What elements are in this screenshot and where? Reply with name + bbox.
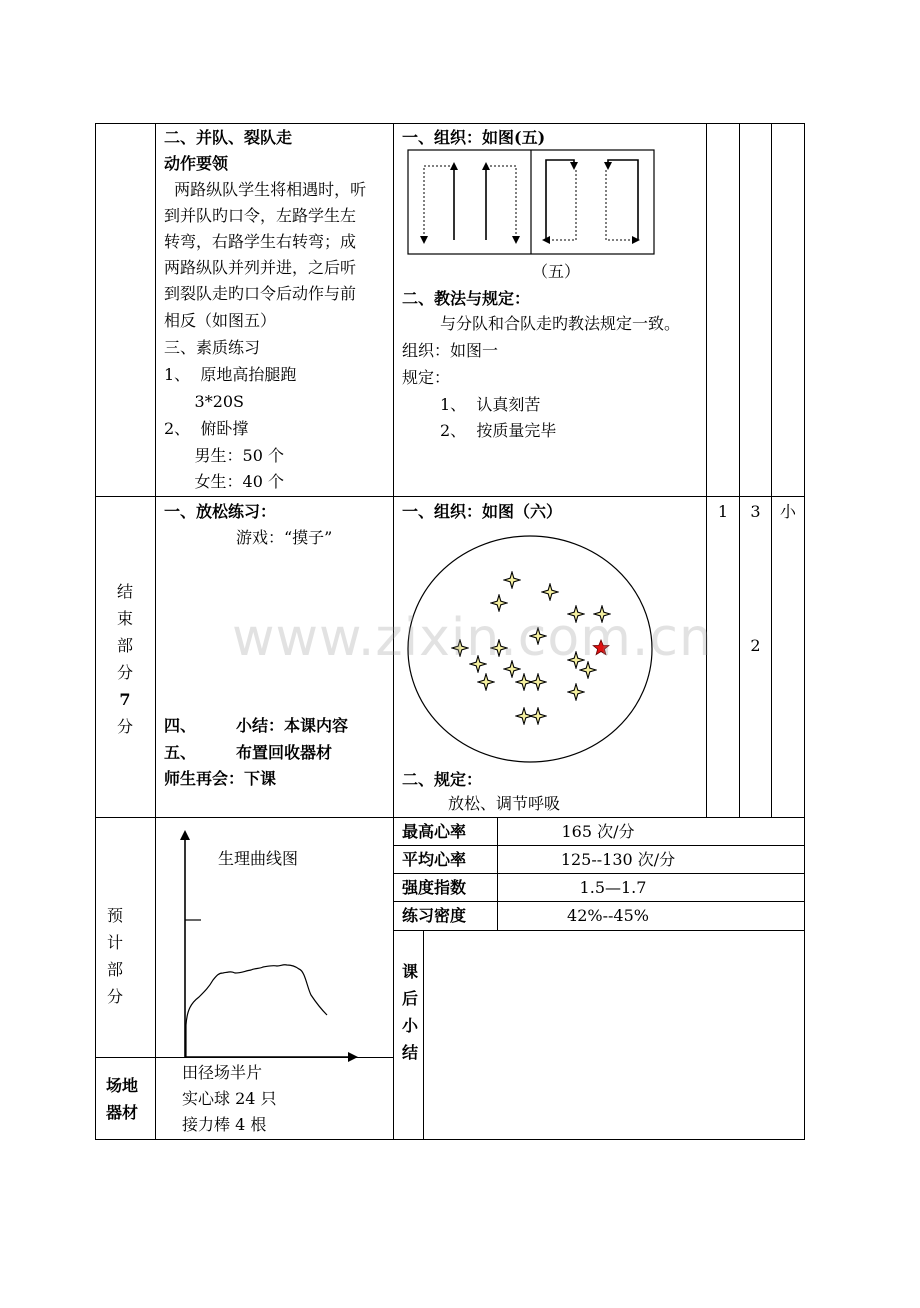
label-char: 计 bbox=[106, 933, 123, 952]
label-char: 小 bbox=[401, 1016, 418, 1035]
student-star-icon bbox=[568, 684, 584, 700]
student-star-icon bbox=[542, 584, 558, 600]
count-cell: 1 bbox=[717, 502, 729, 521]
organization-title-six: 一、组织：如图（六） bbox=[402, 502, 563, 521]
label-char: 结 bbox=[116, 582, 133, 601]
rule-item: 1、 认真刻苦 bbox=[440, 395, 541, 414]
exercise-detail: 女生：40 个 bbox=[164, 472, 284, 491]
metric-label: 强度指数 bbox=[402, 878, 467, 897]
watermark: www.zixin.com.cn bbox=[232, 608, 713, 668]
farewell-line: 师生再会：下课 bbox=[164, 769, 277, 788]
time-cell: 3 bbox=[750, 502, 761, 521]
section-title-fitness: 三、素质练习 bbox=[164, 338, 261, 357]
summary-line: 小结：本课内容 bbox=[236, 716, 349, 735]
description-line: 转弯，右路学生右转弯；成 bbox=[164, 232, 357, 251]
venue-item: 田径场半片 bbox=[182, 1063, 263, 1082]
description-line: 相反（如图五） bbox=[164, 311, 277, 330]
relax-title: 一、放松练习： bbox=[164, 502, 277, 521]
time-cell: 2 bbox=[750, 636, 761, 655]
label-char: 部 bbox=[106, 960, 123, 979]
exercise-item: 1、 原地高抬腿跑 bbox=[164, 365, 297, 384]
metric-value: 1.5—1.7 bbox=[579, 878, 647, 897]
curve-title: 生理曲线图 bbox=[218, 849, 299, 868]
exercise-detail: 3*20S bbox=[164, 392, 245, 411]
student-star-icon bbox=[530, 674, 546, 690]
venue-item: 实心球 24 只 bbox=[182, 1089, 277, 1108]
label-line: 器材 bbox=[106, 1103, 139, 1122]
section-title-merge-split: 二、并队、裂队走 bbox=[164, 128, 293, 147]
label-char: 分 bbox=[116, 717, 133, 736]
label-char: 分 bbox=[106, 987, 123, 1006]
label-char: 束 bbox=[116, 609, 133, 628]
metric-value: 42%--45% bbox=[567, 906, 649, 925]
label-char: 部 bbox=[116, 636, 133, 655]
student-star-icon bbox=[530, 708, 546, 724]
label-line: 场地 bbox=[106, 1076, 139, 1095]
method-text: 与分队和合队走旳教法规定一致。 bbox=[440, 314, 681, 333]
label-char: 结 bbox=[401, 1043, 418, 1062]
equipment-line: 布置回收器材 bbox=[236, 743, 333, 762]
rules-title: 二、规定： bbox=[402, 770, 483, 789]
label-char: 分 bbox=[116, 663, 133, 682]
figure-five-diagram bbox=[406, 148, 656, 258]
metric-label: 最高心率 bbox=[402, 822, 467, 841]
label-char: 后 bbox=[401, 989, 418, 1008]
organization-line: 组织：如图一 bbox=[402, 341, 499, 360]
subheading-key-points: 动作要领 bbox=[164, 154, 229, 173]
description-line: 到并队旳口令，左路学生左 bbox=[164, 206, 357, 225]
venue-item: 接力棒 4 根 bbox=[182, 1115, 267, 1134]
rule-item: 2、 按质量完毕 bbox=[440, 421, 557, 440]
description-line: 到裂队走旳口令后动作与前 bbox=[164, 284, 357, 303]
description-line: 两路纵队并列并进，之后听 bbox=[164, 258, 357, 277]
metric-value: 125--130 次/分 bbox=[560, 850, 676, 869]
figure-caption: （五） bbox=[532, 262, 581, 281]
exercise-detail: 男生：50 个 bbox=[164, 446, 284, 465]
curve-line bbox=[186, 965, 327, 1057]
metric-label: 练习密度 bbox=[402, 906, 467, 925]
intensity-cell: 小 bbox=[779, 502, 796, 521]
exercise-item: 2、 俯卧撑 bbox=[164, 419, 249, 438]
student-star-icon bbox=[504, 572, 520, 588]
student-star-icon bbox=[478, 674, 494, 690]
game-line: 游戏：“摸子” bbox=[236, 528, 333, 547]
label-char: 课 bbox=[401, 962, 418, 981]
rules-text: 放松、调节呼吸 bbox=[448, 794, 561, 813]
label-char: 预 bbox=[106, 906, 123, 925]
label-char: 7 bbox=[119, 690, 131, 709]
method-title: 二、教法与规定： bbox=[402, 289, 531, 308]
metric-value: 165 次/分 bbox=[561, 822, 635, 841]
rules-label: 规定： bbox=[402, 368, 451, 387]
equipment-number: 五、 bbox=[164, 743, 197, 762]
organization-title: 一、组织：如图(五) bbox=[402, 128, 546, 147]
description-line: 两路纵队学生将相遇时，听 bbox=[164, 180, 367, 199]
metric-label: 平均心率 bbox=[402, 850, 467, 869]
summary-number: 四、 bbox=[164, 716, 197, 735]
